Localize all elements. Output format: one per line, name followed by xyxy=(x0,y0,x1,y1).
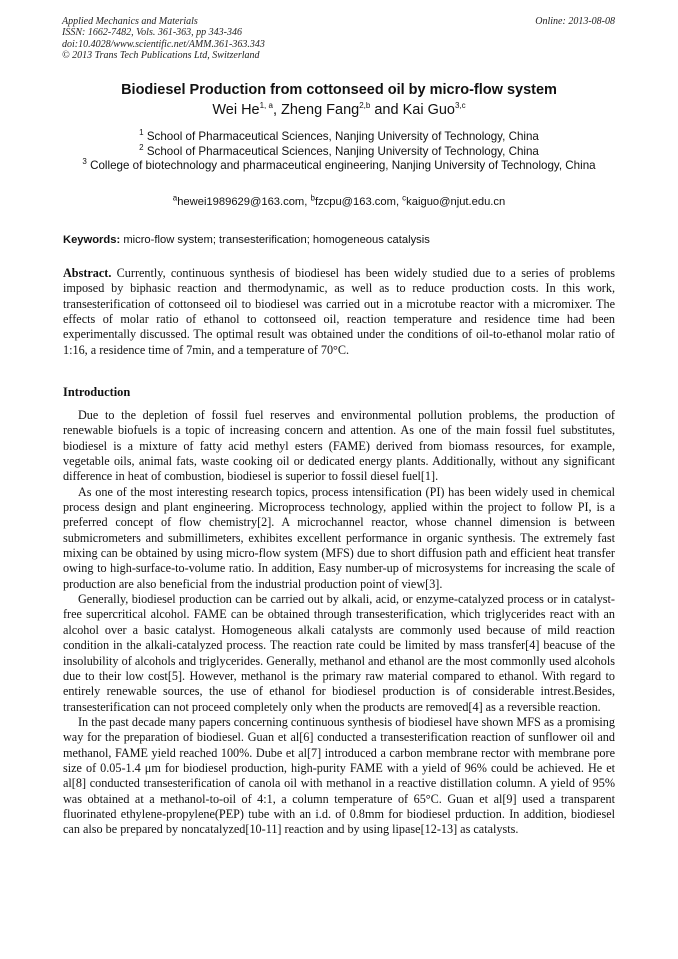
paragraph: In the past decade many papers concerning continuous synthesis of biodiesel have shown MFS as a promising way for the preparation of biodiesel. Guan et al[6] conducted a transesterification reaction of sunflower oil and methanol, FAME yield reached 100%. Dube et al[7] introduced a carbon membrane rector with membrane pore size of 0.05-1.4 μm for biodiesel production, high-purity FAME with a yield of 96% could be achieved. He et al[8] conducted transesterification of canola oil with methanol in a reactive distillation column. A yield of 95% was obtained at a methanol-to-oil of 4:1, a column temperature of 65°C. Guan et al[9] used a transparent fluorinated ethylene-propylene(PEP) tube with an i.d. of 0.8mm for biodiesel prduction. In addition, biodiesel can also be prepared by noncatalyzed[10-11] reaction and by using lipase[12-13] as catalysts. xyxy=(63,714,615,837)
author-sup: 1, a xyxy=(259,101,273,111)
keywords-label: Keywords: xyxy=(63,234,121,246)
paper-title: Biodiesel Production from cottonseed oil by micro-flow system xyxy=(121,82,557,98)
affiliation-text: College of biotechnology and pharmaceutical engineering, Nanjing University of Technology, China xyxy=(90,159,596,173)
author-name: Zheng Fang xyxy=(281,102,360,118)
journal-name: Applied Mechanics and Materials xyxy=(62,16,198,27)
paragraph: Due to the depletion of fossil fuel reserves and environmental pollution problems, the production of renewable biofuels is a topic of increasing concern and attention. As one of the main fossil fuel substitutes, biodiesel is a mixture of fatty acid methyl esters (FAME) derived from biomass resources, for example, vegetable oils, animal fats, waste cooking oil or dedicated energy plants. Additionally, without any significant difference in heat of combustion, biodiesel is superior to fossil diesel fuel[1]. xyxy=(63,408,615,484)
author-list xyxy=(0,102,678,118)
issn-line: ISSN: 1662-7482, Vols. 361-363, pp 343-346 xyxy=(62,27,242,39)
introduction-body xyxy=(63,408,615,838)
affiliation-num: 1 xyxy=(139,128,144,138)
journal-metadata xyxy=(62,16,265,61)
email-sup: c xyxy=(402,193,407,203)
affiliation xyxy=(60,142,618,160)
email-link[interactable]: hewei1989629@163.com xyxy=(177,196,305,208)
paragraph: As one of the most interesting research topics, process intensification (PI) has been widely used in chemical process design and plant engineering. Microprocess technology, applied within the project to follow PI, is a preferred concept of flow chemistry[2]. A microchannel reactor, whose channel dimension is between submicrometers and submillimeters, exhibites excellent performance in organic synthesis. The extremely fast mixing can be obtained by using micro-flow system (MFS) due to short diffusion path and efficient heat transfer owing to high-surface-to-volume ratio. In addition, Easy number-up of microsystems for increasing the scale of production are also beneficial from the industrial production point of view[3]. xyxy=(63,484,615,591)
section-heading-introduction: Introduction xyxy=(63,385,131,399)
affiliation-num: 2 xyxy=(139,142,144,152)
email-sup: a xyxy=(172,193,178,203)
author-sup: 2,b xyxy=(359,101,371,111)
keywords-text: micro-flow system; transesterification; homogeneous catalysis xyxy=(123,234,430,246)
abstract-text: Currently, continuous synthesis of biodiesel has been widely studied due to a series of problems imposed by biphasic reaction and thermodynamic, as well as to reduce production costs. In this work, transesterification of cottonseed oil to biodiesel was carried out in a microtube reactor with a micromixer. The effects of molar ratio of ethanol to cottonseed oil, reaction temperature and residence time had been experimentally discussed. The optimal result was obtained under the conditions of oil-to-ethanol molar ratio of 1:16, a residence time of 7min, and a temperature of 70°C. xyxy=(63,266,616,357)
affiliation-text: School of Pharmaceutical Sciences, Nanjing University of Technology, China xyxy=(146,130,539,143)
email-sup: b xyxy=(310,193,315,203)
author-sup: 3,c xyxy=(455,101,466,111)
abstract xyxy=(63,266,615,358)
doi-line: doi:10.4028/www.scientific.net/AMM.361-363.343 xyxy=(62,38,265,50)
copyright-line: © 2013 Trans Tech Publications Ltd, Switzerland xyxy=(62,49,260,61)
email-list: $^a$hewei1989629@163.com, $^b$fzcpu@163.com, $^c$kaiguo@njut.edu.cn xyxy=(172,193,506,208)
affiliation-text: School of Pharmaceutical Sciences, Nanjing University of Technology, China xyxy=(146,144,539,158)
affiliations xyxy=(60,130,618,174)
affiliation-num: 3 xyxy=(82,157,87,167)
email-link[interactable]: kaiguo@njut.edu.cn xyxy=(406,196,506,208)
abstract-label: Abstract. xyxy=(63,266,112,280)
keywords xyxy=(63,234,615,246)
email-link[interactable]: fzcpu@163.com xyxy=(314,196,396,208)
paragraph: Generally, biodiesel production can be carried out by alkali, acid, or enzyme-catalyzed process or in catalyst-free supercritical alcohol. FAME can be obtained through transesterification, which triglycerides react with an alcohol over a basic catalyst. Homogeneous alkali catalysts are commonly used because of mild reaction condition in the alkali-catalyzed process. The reaction rate could be limited by mass transfer[4] beacuse of the insolubility of alcohols and triglycerides. Generally, methanol and ethanol are the most commonlly used alcohols due to their low cost[5]. However, methanol is the primary raw material compared to ethanol. With regard to entirely renewable sources, the use of ethanol for biodiesel production is of considerable intrest.Besides, transesterification can not proceed completely only when the products are removed[4] as a reversible reaction. xyxy=(63,592,615,714)
author-name: Kai Guo xyxy=(402,102,455,118)
author-separator: , xyxy=(272,102,282,118)
author-name: Wei He xyxy=(212,102,260,118)
author-separator: and xyxy=(370,102,403,118)
online-date: Online: 2013-08-08 xyxy=(535,16,615,27)
affiliation xyxy=(60,159,618,174)
